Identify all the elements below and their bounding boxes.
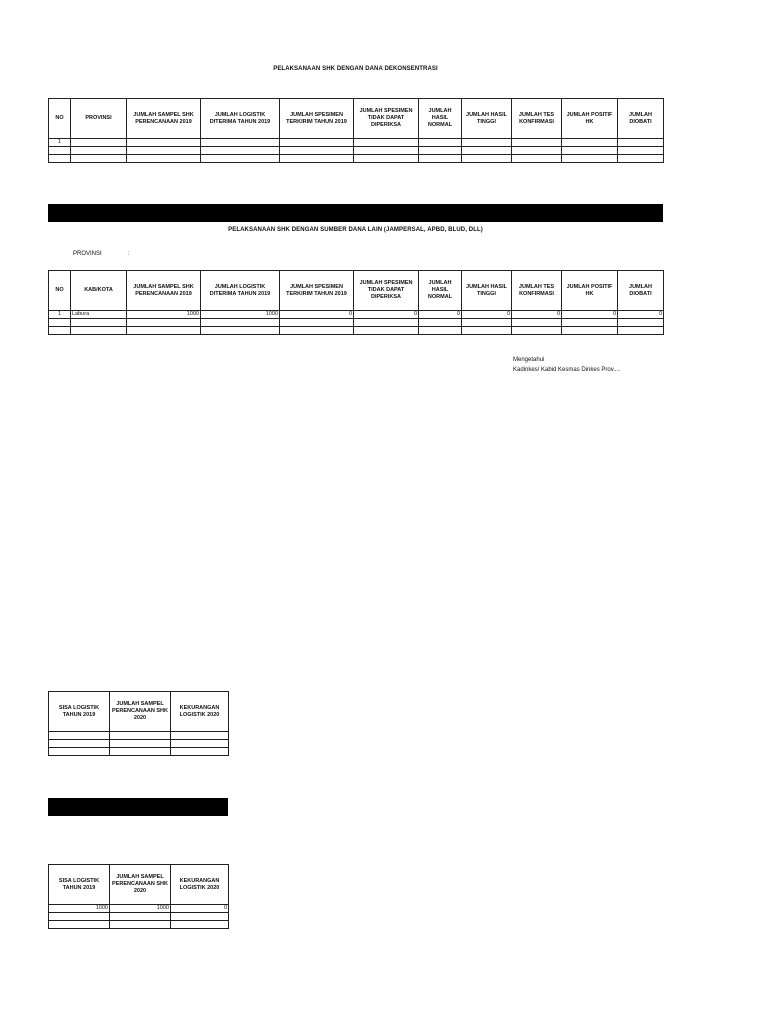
table-cell bbox=[49, 147, 71, 155]
table-cell bbox=[71, 155, 127, 163]
column-header: JUMLAH TES KONFIRMASI bbox=[512, 99, 562, 139]
table-cell bbox=[127, 319, 201, 327]
provinsi-label: PROVINSI bbox=[73, 251, 102, 257]
table-cell bbox=[49, 748, 110, 756]
table-cell: 0 bbox=[280, 311, 354, 319]
table-cell bbox=[562, 147, 618, 155]
signature-line2: Kadinkes/ Kabid Kesmas Dinkes Prov.... bbox=[513, 367, 620, 373]
dekonsentrasi-table bbox=[48, 98, 664, 163]
table-cell: 1000 bbox=[110, 905, 171, 913]
column-header: JUMLAH SPESIMEN TIDAK DAPAT DIPERIKSA bbox=[354, 271, 419, 311]
table-cell bbox=[419, 147, 462, 155]
table-cell bbox=[49, 913, 110, 921]
column-header: JUMLAH POSITIF HK bbox=[562, 99, 618, 139]
table-cell bbox=[201, 147, 280, 155]
table-cell bbox=[127, 147, 201, 155]
table-cell bbox=[562, 155, 618, 163]
table-cell bbox=[462, 327, 512, 335]
table-cell bbox=[171, 921, 229, 929]
column-header: JUMLAH SPESIMEN TERKIRIM TAHUN 2019 bbox=[280, 99, 354, 139]
provinsi-separator: : bbox=[128, 251, 130, 257]
table-row bbox=[49, 155, 664, 163]
table-cell bbox=[354, 139, 419, 147]
column-header: KEKURANGAN LOGISTIK 2020 bbox=[171, 692, 229, 732]
table-cell bbox=[354, 319, 419, 327]
table-cell bbox=[280, 327, 354, 335]
table-cell bbox=[512, 155, 562, 163]
table-cell: Labura bbox=[71, 311, 127, 319]
table-cell bbox=[462, 319, 512, 327]
table-cell: 1000 bbox=[127, 311, 201, 319]
logistik-table-2 bbox=[48, 864, 229, 929]
column-header: SISA LOGISTIK TAHUN 2019 bbox=[49, 865, 110, 905]
table-cell: 1000 bbox=[201, 311, 280, 319]
section-divider-bar-2 bbox=[48, 798, 228, 816]
table-cell bbox=[71, 139, 127, 147]
column-header: JUMLAH HASIL TINGGI bbox=[462, 99, 512, 139]
table-cell bbox=[171, 740, 229, 748]
table-row bbox=[49, 139, 664, 147]
table-cell bbox=[419, 319, 462, 327]
sumber-dana-lain-table bbox=[48, 270, 664, 335]
table-cell: 0 bbox=[512, 311, 562, 319]
table-cell bbox=[419, 155, 462, 163]
column-header: JUMLAH SPESIMEN TIDAK DAPAT DIPERIKSA bbox=[354, 99, 419, 139]
table-row bbox=[49, 740, 229, 748]
table-cell bbox=[110, 740, 171, 748]
column-header: JUMLAH DIOBATI bbox=[618, 99, 664, 139]
table-cell bbox=[618, 147, 664, 155]
column-header: JUMLAH HASIL NORMAL bbox=[419, 99, 462, 139]
table-cell bbox=[49, 740, 110, 748]
table-cell bbox=[110, 921, 171, 929]
table-cell bbox=[462, 139, 512, 147]
column-header: NO bbox=[49, 271, 71, 311]
section-divider-bar bbox=[48, 204, 663, 222]
table-cell bbox=[512, 147, 562, 155]
table-row bbox=[49, 319, 664, 327]
section1-title: PELAKSANAAN SHK DENGAN DANA DEKONSENTRASI bbox=[273, 66, 438, 72]
table-row bbox=[49, 732, 229, 740]
column-header: JUMLAH SAMPEL SHK PERENCANAAN 2019 bbox=[127, 99, 201, 139]
table-cell bbox=[562, 139, 618, 147]
column-header: KEKURANGAN LOGISTIK 2020 bbox=[171, 865, 229, 905]
table-cell bbox=[171, 732, 229, 740]
table-cell bbox=[280, 155, 354, 163]
table-cell: 0 bbox=[562, 311, 618, 319]
table-cell bbox=[127, 155, 201, 163]
table-cell bbox=[110, 913, 171, 921]
table-cell bbox=[618, 155, 664, 163]
table-cell bbox=[49, 732, 110, 740]
column-header: JUMLAH TES KONFIRMASI bbox=[512, 271, 562, 311]
table-cell bbox=[49, 327, 71, 335]
table-cell bbox=[512, 319, 562, 327]
table-cell bbox=[127, 327, 201, 335]
table-cell bbox=[71, 319, 127, 327]
table-cell: 0 bbox=[462, 311, 512, 319]
section2-title: PELAKSANAAN SHK DENGAN SUMBER DANA LAIN (JAMPERSAL, APBD, BLUD, DLL) bbox=[228, 227, 483, 233]
table-row bbox=[49, 147, 664, 155]
table-cell bbox=[280, 147, 354, 155]
column-header: JUMLAH HASIL TINGGI bbox=[462, 271, 512, 311]
table-cell bbox=[201, 139, 280, 147]
column-header: JUMLAH LOGISTIK DITERIMA TAHUN 2019 bbox=[201, 271, 280, 311]
table-cell bbox=[110, 732, 171, 740]
table-cell bbox=[419, 327, 462, 335]
column-header: JUMLAH POSITIF HK bbox=[562, 271, 618, 311]
table-cell bbox=[354, 155, 419, 163]
table-cell bbox=[419, 139, 462, 147]
table-cell bbox=[171, 913, 229, 921]
table-row bbox=[49, 748, 229, 756]
table-cell: 0 bbox=[419, 311, 462, 319]
table-cell bbox=[512, 327, 562, 335]
table-cell bbox=[512, 139, 562, 147]
column-header: NO bbox=[49, 99, 71, 139]
table-row bbox=[49, 913, 229, 921]
table-cell bbox=[201, 155, 280, 163]
table-cell bbox=[562, 327, 618, 335]
table-row bbox=[49, 311, 664, 319]
column-header: JUMLAH SAMPEL PERENCANAAN SHK 2020 bbox=[110, 865, 171, 905]
table-row bbox=[49, 905, 229, 913]
table-cell: 1 bbox=[49, 139, 71, 147]
table-cell bbox=[127, 139, 201, 147]
table-cell bbox=[462, 155, 512, 163]
table-cell bbox=[618, 327, 664, 335]
table-cell: 0 bbox=[618, 311, 664, 319]
table-cell: 1000 bbox=[49, 905, 110, 913]
table-cell bbox=[562, 319, 618, 327]
column-header: JUMLAH SPESIMEN TERKIRIM TAHUN 2019 bbox=[280, 271, 354, 311]
table-cell bbox=[49, 921, 110, 929]
table-cell bbox=[354, 147, 419, 155]
table-row bbox=[49, 327, 664, 335]
column-header: JUMLAH HASIL NORMAL bbox=[419, 271, 462, 311]
table-cell bbox=[110, 748, 171, 756]
column-header: JUMLAH DIOBATI bbox=[618, 271, 664, 311]
table-cell bbox=[171, 748, 229, 756]
table-cell bbox=[71, 147, 127, 155]
table-cell bbox=[280, 319, 354, 327]
column-header: SISA LOGISTIK TAHUN 2019 bbox=[49, 692, 110, 732]
table-cell bbox=[618, 319, 664, 327]
table-cell bbox=[201, 327, 280, 335]
table-cell: 0 bbox=[354, 311, 419, 319]
table-cell bbox=[462, 147, 512, 155]
table-cell: 1 bbox=[49, 311, 71, 319]
column-header: PROVINSI bbox=[71, 99, 127, 139]
table-cell bbox=[49, 319, 71, 327]
table-row bbox=[49, 921, 229, 929]
table-cell bbox=[201, 319, 280, 327]
signature-line1: Mengetahui bbox=[513, 357, 545, 363]
column-header: JUMLAH SAMPEL SHK PERENCANAAN 2019 bbox=[127, 271, 201, 311]
table-cell bbox=[280, 139, 354, 147]
table-cell bbox=[354, 327, 419, 335]
table-cell bbox=[71, 327, 127, 335]
table-cell: 0 bbox=[171, 905, 229, 913]
column-header: JUMLAH SAMPEL PERENCANAAN SHK 2020 bbox=[110, 692, 171, 732]
table-cell bbox=[49, 155, 71, 163]
logistik-table-1 bbox=[48, 691, 229, 756]
table-cell bbox=[618, 139, 664, 147]
column-header: KAB/KOTA bbox=[71, 271, 127, 311]
column-header: JUMLAH LOGISTIK DITERIMA TAHUN 2019 bbox=[201, 99, 280, 139]
